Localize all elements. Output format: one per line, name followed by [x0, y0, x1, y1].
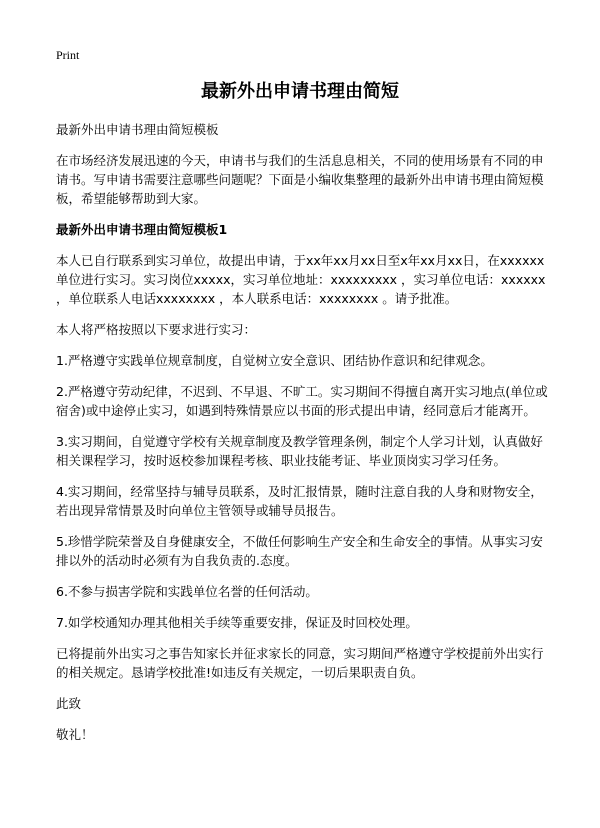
application-paragraph: 本人已自行联系到实习单位，故提出申请，于xx年xx月xx日至x年xx月xx日，在xxxxxx 单位进行实习。实习岗位xxxxx，实习单位地址：xxxxxxxxx ，实习单位电话：xxxxxx ，单位联系人电话xxxxxxxx ，本人联系电话：xxxxxxxx 。请予批准。: [56, 253, 546, 306]
requirement-item-5: 5.珍惜学院荣誉及自身健康安全，不做任何影响生产安全和生命安全的事情。从事实习安排以外的活动时必须有为自我负责的.态度。: [56, 534, 543, 568]
intro-paragraph: 在市场经济发展迅速的今天，申请书与我们的生活息息相关，不同的使用场景有不同的申请书。写申请书需要注意哪些问题呢？下面是小编收集整理的最新外出申请书理由简短模板，希望能够帮助到大家。: [56, 153, 544, 206]
requirement-item-6: 6.不参与损害学院和实践单位名誉的任何活动。: [56, 584, 318, 599]
requirement-item-4: 4.实习期间，经常坚持与辅导员联系，及时汇报情景，随时注意自我的人身和财物安全，若出现异常情景及时向单位主管领导或辅导员报告。: [56, 484, 543, 518]
closing-paragraph: 已将提前外出实习之事告知家长并征求家长的同意，实习期间严格遵守学校提前外出实行的相关规定。恳请学校批准!如违反有关规定，一切后果职责自负。: [56, 646, 544, 680]
requirement-item-1: 1.严格遵守实践单位规章制度，自觉树立安全意识、团结协作意识和纪律观念。: [56, 353, 493, 368]
requirement-item-3: 3.实习期间，自觉遵守学校有关规章制度及教学管理条例，制定个人学习计划，认真做好相关课程学习，按时返校参加课程考核、职业技能考证、毕业顶岗实习学习任务。: [56, 434, 543, 468]
page-title: 最新外出申请书理由简短: [201, 81, 399, 102]
requirement-item-2: 2.严格遵守劳动纪律，不迟到、不早退、不旷工。实习期间不得擅自离开实习地点(单位或宿舍)或中途停止实习，如遇到特殊情景应以书面的形式提出申请，经同意后才能离开。: [56, 384, 548, 418]
requirement-item-7: 7.如学校通知办理其他相关手续等重要安排，保证及时回校处理。: [56, 615, 418, 630]
section-heading: 最新外出申请书理由简短模板1: [56, 222, 228, 237]
regards-line: 敬礼！: [56, 727, 94, 742]
document-body: [56, 120, 552, 756]
requirements-intro: 本人将严格按照以下要求进行实习：: [56, 322, 257, 337]
template-subtitle: 最新外出申请书理由简短模板: [56, 122, 219, 137]
print-link[interactable]: Print: [56, 48, 80, 62]
salutation-line: 此致: [56, 696, 82, 711]
